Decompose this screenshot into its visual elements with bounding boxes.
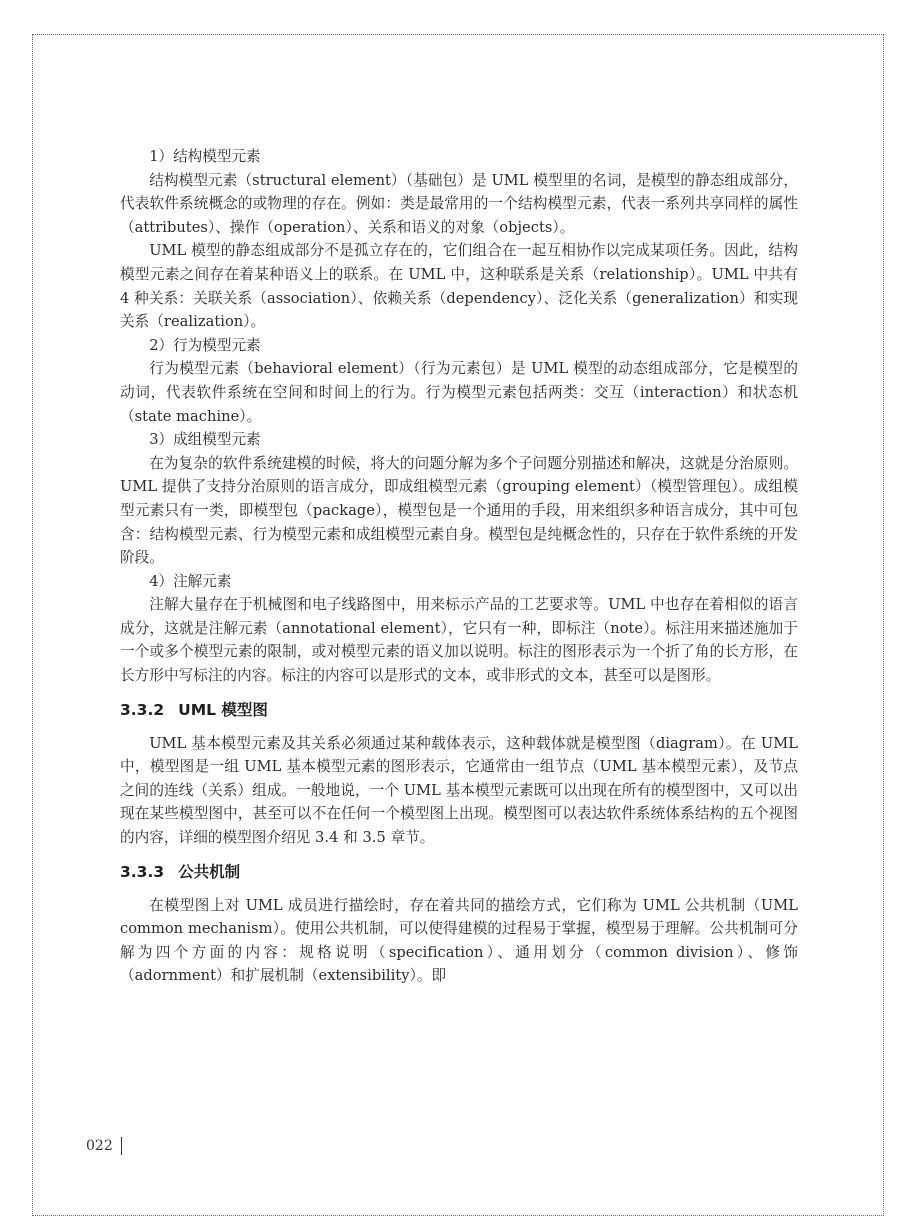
footer-divider xyxy=(121,1137,122,1155)
section-title: 公共机制 xyxy=(178,862,241,881)
section-number: 3.3.2 xyxy=(120,700,165,719)
section-heading-3-3-2 xyxy=(120,698,798,722)
section-title: UML 模型图 xyxy=(178,700,268,719)
page-number: 022 xyxy=(86,1138,113,1154)
paragraph-structural-element: 结构模型元素（structural element）（基础包）是 UML 模型里的名词，是模型的静态组成部分，代表软件系统概念的或物理的存在。例如：类是最常用的一个结构模型元素，代表一系列共享同样的属性（attributes）、操作（operation）、关系和语义的对象（objects）。 xyxy=(120,171,798,236)
document-body xyxy=(120,145,798,988)
paragraph-grouping-element: 在为复杂的软件系统建模的时候，将大的问题分解为多个子问题分别描述和解决，这就是分治原则。UML 提供了支持分治原则的语言成分，即成组模型元素（grouping element）（模型管理包）。成组模型元素只有一类，即模型包（package），模型包是一个通用的手段，用来组织多种语言成分，其中可包含：结构模型元素、行为模型元素和成组模型元素自身。模型包是纯概念性的，只存在于软件系统的开发阶段。 xyxy=(120,454,798,567)
page-footer xyxy=(86,1136,122,1156)
section-number: 3.3.3 xyxy=(120,862,165,881)
paragraph-behavioral-element: 行为模型元素（behavioral element）（行为元素包）是 UML 模型的动态组成部分，它是模型的动词，代表软件系统在空间和时间上的行为。行为模型元素包括两类：交互（interaction）和状态机（state machine）。 xyxy=(120,360,798,425)
item-heading-behavioral: 2）行为模型元素 xyxy=(149,336,261,354)
paragraph-common-mechanisms: 在模型图上对 UML 成员进行描绘时，存在着共同的描绘方式，它们称为 UML 公共机制（UML common mechanism）。使用公共机制，可以使得建模的过程易于掌握，模型易于理解。公共机制可分解为四个方面的内容：规格说明（specification）、通用划分（common division）、修饰（adornment）和扩展机制（extensibility）。即 xyxy=(120,896,798,985)
paragraph-annotational-element: 注解大量存在于机械图和电子线路图中，用来标示产品的工艺要求等。UML 中也存在着相似的语言成分，这就是注解元素（annotational element），它只有一种，即标注（note）。标注用来描述施加于一个或多个模型元素的限制，或对模型元素的语义加以说明。标注的图形表示为一个折了角的长方形，在长方形中写标注的内容。标注的内容可以是形式的文本，或非形式的文本，甚至可以是图形。 xyxy=(120,596,798,685)
section-heading-3-3-3 xyxy=(120,860,798,884)
item-heading-grouping: 3）成组模型元素 xyxy=(149,431,261,449)
paragraph-relationships: UML 模型的静态组成部分不是孤立存在的，它们组合在一起互相协作以完成某项任务。因此，结构模型元素之间存在着某种语义上的联系。在 UML 中，这种联系是关系（relationship）。UML 中共有 4 种关系：关联关系（association）、依赖关系（dependency）、泛化关系（generalization）和实现关系（realization）。 xyxy=(120,242,798,331)
item-heading-structural: 1）结构模型元素 xyxy=(149,148,261,165)
item-heading-annotational: 4）注解元素 xyxy=(149,572,232,590)
paragraph-model-diagrams: UML 基本模型元素及其关系必须通过某种载体表示，这种载体就是模型图（diagram）。在 UML 中，模型图是一组 UML 基本模型元素的图形表示，它通常由一组节点（UML 基本模型元素），及节点之间的连线（关系）组成。一般地说，一个 UML 基本模型元素既可以出现在所有的模型图中，又可以出现在某些模型图中，甚至可以不在任何一个模型图上出现。模型图可以表达软件系统体系结构的五个视图的内容，详细的模型图介绍见 3.4 和 3.5 章节。 xyxy=(120,734,798,847)
